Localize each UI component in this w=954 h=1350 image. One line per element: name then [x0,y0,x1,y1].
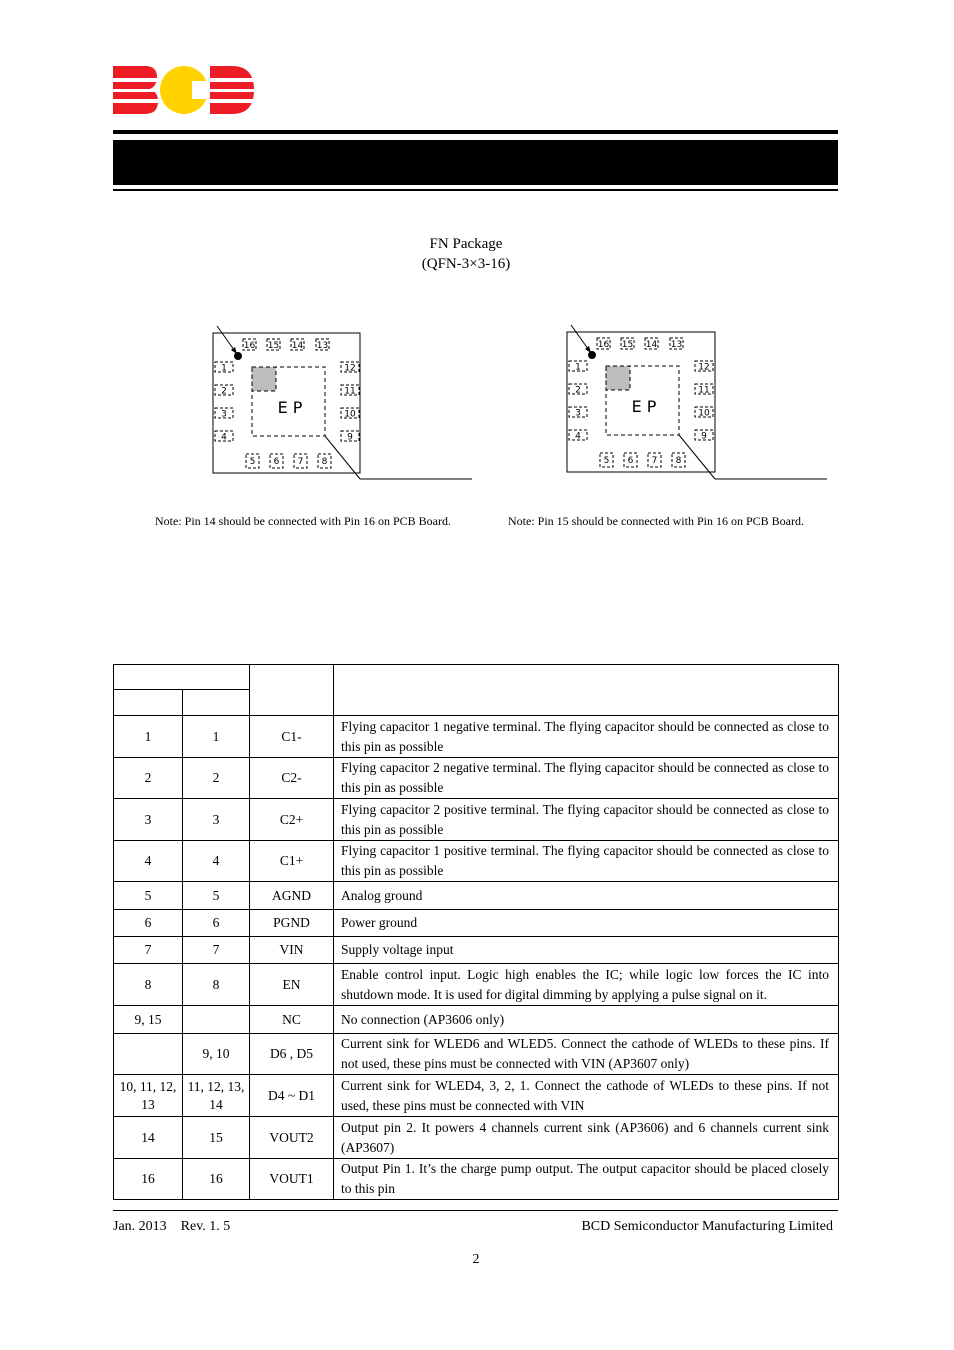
pin-function-cell: Enable control input. Logic high enables the IC; while logic low forces the IC into shutdown mode. It is used for digital dimming by applying a pulse signal on it. [334,964,839,1006]
svg-text:1: 1 [221,363,227,374]
pin-number-cell: 15 [183,1117,250,1159]
right-pin [695,407,713,419]
table-row [114,716,839,758]
right-pin [341,385,359,397]
pin-number-cell: 8 [183,964,250,1006]
table-row [114,758,839,799]
pin-number-cell: 3 [114,799,183,841]
header-rule-bottom [113,189,838,191]
header-cell [250,665,334,716]
svg-text:13: 13 [316,341,329,351]
pin-name-cell: EN [250,964,334,1006]
table-row [114,1117,839,1159]
right-pin [695,361,713,373]
pin-function-cell: Flying capacitor 2 positive terminal. The flying capacitor should be connected as close to this pin as possible [334,799,839,841]
pin-function-cell: Output pin 2. It powers 4 channels current sink (AP3606) and 6 channels current sink (AP3607) [334,1117,839,1159]
pin-function-cell: No connection (AP3606 only) [334,1006,839,1034]
right-pin [695,384,713,396]
table-row [114,799,839,841]
pin-number-cell: 2 [114,758,183,799]
note-right: Note: Pin 15 should be connected with Pin 16 on PCB Board. [508,514,804,528]
pin-function-cell: Current sink for WLED6 and WLED5. Connect the cathode of WLEDs to these pins. If not used, these pins must be connected with VIN (AP3607 only) [334,1034,839,1075]
package-name: FN Package [429,236,503,252]
pin-name-cell: VOUT1 [250,1159,334,1200]
pin-function-cell: Flying capacitor 2 negative terminal. The flying capacitor should be connected as close to this pin as possible [334,758,839,799]
left-pin [569,407,587,419]
pin1-marker-dot [234,352,242,360]
pin-name-cell: VOUT2 [250,1117,334,1159]
left-pin [215,408,233,420]
pin-function-cell: Flying capacitor 1 positive terminal. The flying capacitor should be connected as close to this pin as possible [334,841,839,882]
pin-diagram-right [564,321,834,483]
table-header-row [114,665,839,690]
bottom-pin [246,454,259,468]
svg-text:10: 10 [698,408,710,419]
pin-name-cell: C1- [250,716,334,758]
svg-text:2: 2 [221,386,227,397]
pin-number-cell: 4 [183,841,250,882]
svg-text:13: 13 [670,340,683,350]
pin1-marker-dot [588,351,596,359]
bottom-pin [648,453,661,467]
svg-text:7: 7 [651,456,658,466]
package-title [366,234,566,274]
pin-number-cell: 16 [114,1159,183,1200]
pin-number-cell: 7 [183,937,250,964]
svg-text:6: 6 [273,457,280,467]
right-pin [341,431,359,443]
bottom-pin [318,454,331,468]
footer-company: BCD Semiconductor Manufacturing Limited [581,1219,833,1234]
header-rule-top [113,130,838,134]
pin-name-cell: NC [250,1006,334,1034]
left-pin [569,361,587,373]
pin-diagram-left [210,322,480,484]
pin-number-cell: 8 [114,964,183,1006]
header-cell [114,665,250,690]
svg-text:5: 5 [249,457,256,467]
pin-number-cell: 10, 11, 12, 13 [114,1075,183,1117]
pin-name-cell: C2+ [250,799,334,841]
table-row [114,1075,839,1117]
bottom-pin [600,453,613,467]
svg-text:8: 8 [675,456,682,466]
bottom-pin [672,453,685,467]
header-cell [183,690,250,716]
pin-name-cell: C2- [250,758,334,799]
svg-text:15: 15 [267,341,280,351]
left-pin [569,430,587,442]
pin-function-cell: Output Pin 1. It’s the charge pump output. The output capacitor should be placed closely to this pin [334,1159,839,1200]
svg-text:3: 3 [575,408,581,419]
top-pin [645,338,658,350]
pin-description-table [113,664,839,1200]
svg-text:12: 12 [698,362,710,373]
left-pin [215,385,233,397]
pin-number-cell [114,1034,183,1075]
pin-number-cell: 6 [114,910,183,937]
bottom-pin [294,454,307,468]
svg-text:6: 6 [627,456,634,466]
right-pin [695,430,713,442]
pin-number-cell: 9, 15 [114,1006,183,1034]
table-row [114,841,839,882]
note-left: Note: Pin 14 should be connected with Pin 16 on PCB Board. [155,514,451,528]
ep-label: E P [631,397,657,416]
table-row [114,1006,839,1034]
svg-text:15: 15 [621,340,634,350]
bottom-pin [624,453,637,467]
right-pin [341,362,359,374]
left-pin [215,431,233,443]
pin-name-cell: VIN [250,937,334,964]
footer-date-rev: Jan. 2013 Rev. 1. 5 [113,1219,231,1234]
top-pin [621,338,634,350]
table-row [114,1034,839,1075]
svg-text:4: 4 [575,431,581,442]
pin-number-cell: 7 [114,937,183,964]
package-type: (QFN-3×3-16) [421,256,511,272]
header-cell [114,690,183,716]
svg-text:14: 14 [645,340,658,350]
pin-function-cell: Supply voltage input [334,937,839,964]
pin-number-cell: 14 [114,1117,183,1159]
top-pin [597,338,610,350]
pin-number-cell: 1 [114,716,183,758]
pin-name-cell: D6 , D5 [250,1034,334,1075]
pin-function-cell: Analog ground [334,882,839,910]
svg-text:8: 8 [321,457,328,467]
svg-text:5: 5 [603,456,610,466]
pin-number-cell: 6 [183,910,250,937]
svg-text:2: 2 [575,385,581,396]
pin-number-cell: 1 [183,716,250,758]
pin-number-cell: 11, 12, 13, 14 [183,1075,250,1117]
svg-text:7: 7 [297,457,304,467]
svg-text:1: 1 [575,362,581,373]
pin-number-cell: 9, 10 [183,1034,250,1075]
table-row [114,964,839,1006]
svg-text:16: 16 [243,341,256,351]
table-row [114,937,839,964]
top-pin [291,339,304,351]
page-number: 2 [472,1252,480,1267]
pin-name-cell: AGND [250,882,334,910]
top-pin [243,339,256,351]
pin-function-cell: Current sink for WLED4, 3, 2, 1. Connect the cathode of WLEDs to these pins. If not used, these pins must be connected with VIN [334,1075,839,1117]
top-pin [316,339,329,351]
top-pin [670,338,683,350]
right-pin [341,408,359,420]
bottom-pin [270,454,283,468]
table-row [114,882,839,910]
header-black-band [113,140,838,185]
footer-rule [113,1210,838,1211]
table-row [114,1159,839,1200]
pin-function-cell: Flying capacitor 1 negative terminal. The flying capacitor should be connected as close to this pin as possible [334,716,839,758]
pin-name-cell: C1+ [250,841,334,882]
left-pin [569,384,587,396]
svg-text:10: 10 [344,409,356,420]
pin-function-cell: Power ground [334,910,839,937]
svg-text:3: 3 [221,409,227,420]
svg-text:14: 14 [291,341,304,351]
svg-text:9: 9 [701,431,707,442]
top-pin [267,339,280,351]
pin-number-cell: 4 [114,841,183,882]
ep-label: E P [277,398,303,417]
bcd-logo [112,64,256,116]
pin-number-cell: 16 [183,1159,250,1200]
left-pin [215,362,233,374]
svg-text:12: 12 [344,363,356,374]
svg-text:9: 9 [347,432,353,443]
svg-text:16: 16 [597,340,610,350]
svg-text:4: 4 [221,432,227,443]
pin-name-cell: PGND [250,910,334,937]
svg-text:11: 11 [698,385,710,396]
pin-number-cell: 3 [183,799,250,841]
pin-number-cell: 2 [183,758,250,799]
pin-number-cell [183,1006,250,1034]
pin-name-cell: D4 ~ D1 [250,1075,334,1117]
table-row [114,910,839,937]
pin-number-cell: 5 [183,882,250,910]
svg-text:11: 11 [344,386,356,397]
header-cell [334,665,839,716]
pin-number-cell: 5 [114,882,183,910]
